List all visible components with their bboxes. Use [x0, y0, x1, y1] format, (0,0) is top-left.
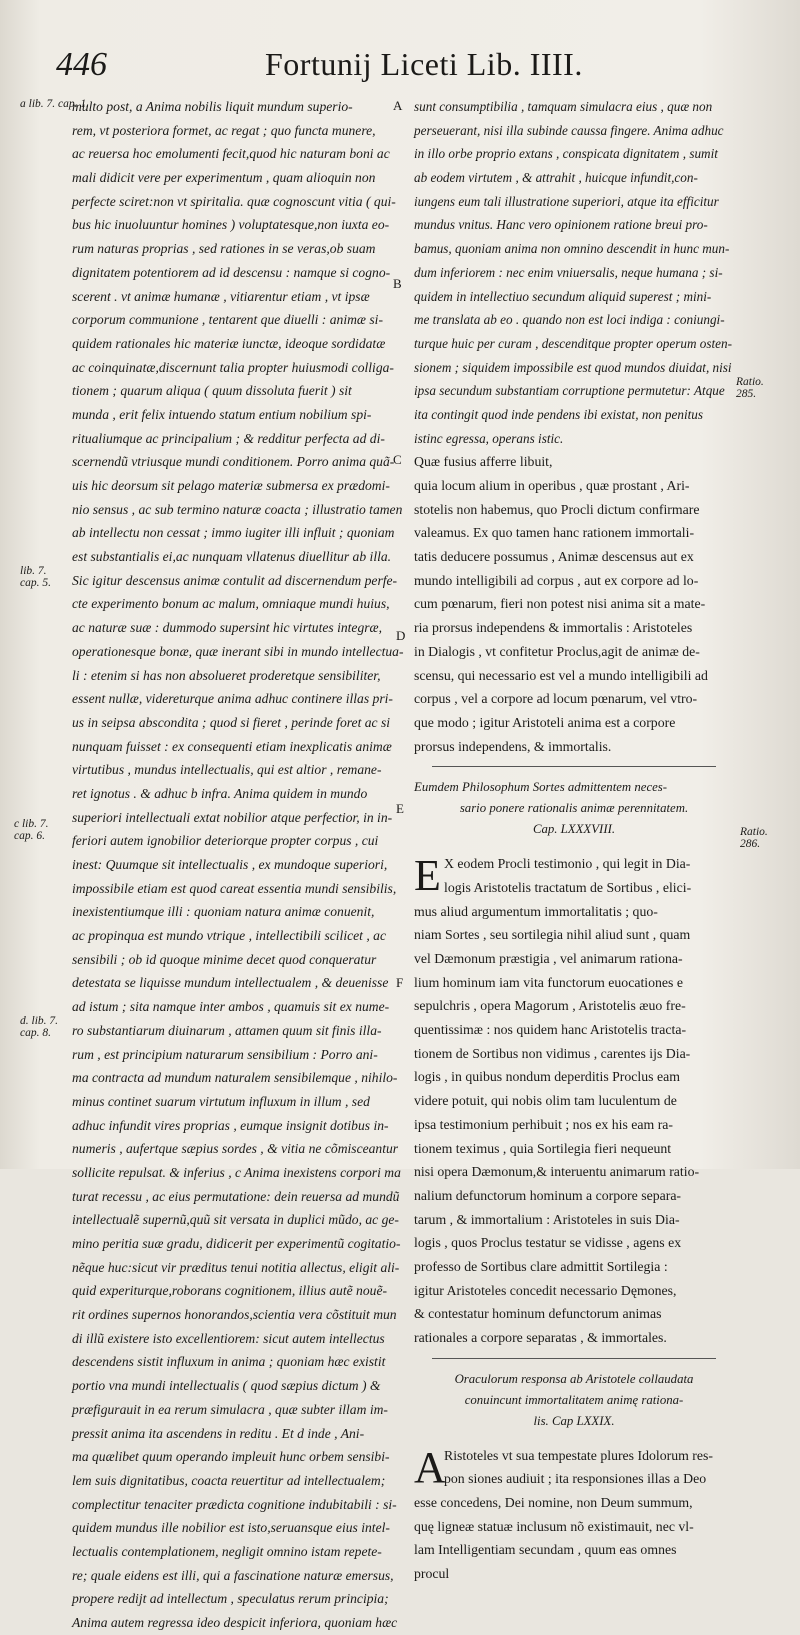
- text-line: corpus , vel a corpore ad locum pœnarum, vel vtro-: [414, 691, 698, 707]
- text-line: ab intellectu non cessat ; immo iugiter illi influit ; quoniam: [72, 525, 395, 541]
- text-line: sensibili ; ob id quoque minime decet quod conqueratur: [72, 951, 377, 967]
- text-line: est substantialis ei,ac nunquam vllatenus diuellitur ab illa.: [72, 549, 392, 565]
- text-line: ac reuersa hoc emolumenti fecit,quod hic naturam boni ac: [72, 146, 390, 162]
- text-line: descendens sistit influxum in anima ; quoniam hæc existit: [72, 1354, 386, 1370]
- section-letter-c: C: [393, 452, 402, 467]
- chapter-88-body: [414, 852, 734, 1349]
- text-line: us in seipsa abscondita ; quod si fieret , perinde foret ac si: [72, 714, 391, 730]
- text-line: ret ignotus . & adhuc b infra. Anima quidem in mundo: [72, 785, 368, 801]
- section-rule: [432, 766, 716, 767]
- text-line: Ristoteles vt sua tempestate plures Idolorum res-: [444, 1447, 713, 1463]
- text-line: mus aliud argumentum immortalitatis ; quo-: [414, 903, 658, 919]
- text-line: Sic igitur descensus animæ contulit ad discernendum perfe-: [72, 572, 398, 588]
- margin-note-d: d. lib. 7. cap. 8.: [20, 1015, 59, 1039]
- text-line: li : etenim si has non absolueret proderetque sensibiliter,: [72, 667, 381, 683]
- text-line: tarum , & immortalium : Aristoteles in suis Dia-: [414, 1211, 680, 1227]
- text-line: mundus vnitus. Hanc vero opinionem ratione breui pro-: [414, 217, 708, 233]
- text-line: turat recessu , ac eius permutatione: dein reuersa ad mundũ: [72, 1188, 400, 1204]
- text-line: nalium defunctorum hominum a corpore separa-: [414, 1187, 682, 1203]
- text-line: stotelis non habemus, quo Procli dictum confirmare: [414, 501, 700, 517]
- text-line: impossibile etiam est quod careat essentia mundi sensibilis,: [72, 880, 397, 896]
- text-line: uis hic deorsum sit pelago materiæ submersa ex prædomi-: [72, 478, 390, 493]
- text-line: ro substantiarum diuinarum , attamen quum sit finis illa-: [72, 1022, 382, 1038]
- text-line: quid experiturque,roborans cognitionem, illius autẽ nouẽ-: [72, 1283, 388, 1299]
- text-line: ipsa secundum substantiam corruptione permutetur: Atque: [414, 383, 725, 399]
- text-line: professo de Sortibus clare admittit Sortilegia :: [414, 1258, 668, 1274]
- text-line: superiori intellectuali extat nobilior atque perfectior, in in-: [72, 809, 393, 825]
- text-line: ritualiumque ac principalium ; & redditur perfecta ad di-: [72, 430, 385, 446]
- text-line: ria prorsus independens & immortalis : Aristoteles: [414, 620, 693, 636]
- page-header: [0, 46, 800, 96]
- text-line: scernendũ vtriusque mundi conditionem. Porro anima quã-: [72, 454, 395, 470]
- margin-note-b: lib. 7. cap. 5.: [20, 565, 51, 589]
- left-column: [72, 95, 404, 1635]
- text-line: in illo orbe proprio extans , conspicata dignitatem , sumit: [414, 146, 718, 162]
- section-letter-e: E: [396, 801, 404, 816]
- text-line: virtutibus , mundus intellectualis, qui est altior , remane-: [72, 762, 382, 778]
- text-line: ma quælibet quum operando impleuit hunc orbem sensibi-: [72, 1449, 390, 1465]
- margin-note-c: c lib. 7. cap. 6.: [14, 818, 49, 842]
- chapter-79-body: [414, 1444, 734, 1586]
- chapter-heading-line: conuincunt immortalitatem animę rationa-: [464, 1392, 684, 1407]
- text-line: sollicite repulsat. & inferius , c Anima inexistens corpori ma: [72, 1164, 401, 1180]
- text-line: & contestatur hominum defunctorum animas: [414, 1306, 662, 1322]
- text-line: vel Dæmonum præstigia , vel animarum rationa-: [414, 951, 683, 966]
- text-line: di illũ existere isto excellentiorem: sicut autem intellectus: [72, 1330, 385, 1346]
- text-line: igitur Aristoteles concedit necessario Dęmones,: [414, 1282, 677, 1298]
- text-line: ma contracta ad mundum naturalem sensibilemque , nihilo-: [72, 1070, 398, 1086]
- text-line: mino peritia suæ gradu, didicerit per experimentũ cogitatio-: [72, 1236, 401, 1251]
- chapter-number: lis. Cap LXXIX.: [533, 1413, 615, 1428]
- text-line: inexistentiumque illi : quoniam natura animæ conuenit,: [72, 904, 375, 920]
- text-line: videre potuit, qui nobis olim tam luculentum de: [414, 1093, 677, 1109]
- text-line: ipsa testimonium perhibuit ; nos ex his eam ra-: [414, 1116, 674, 1132]
- text-line: tionem ; quarum aliqua ( quum dissoluta fuerit ) sit: [72, 383, 352, 399]
- text-line: essent nullæ, videreturque anima adhuc continere illas pri-: [72, 691, 393, 707]
- running-title: Fortunij Liceti Lib. IIII.: [265, 46, 583, 82]
- text-line: Anima autem regressa ideo despicit inferiora, quoniam hæc: [72, 1615, 398, 1630]
- text-line: adhuc infundit vires proprias , eumque insignit dotibus in-: [72, 1117, 389, 1133]
- text-line: intellectualẽ supernũ,quũ sit versata in duplici mũdo, ac ge-: [72, 1212, 399, 1228]
- text-line: me translata ab eo . quando non est loci indiga : coniungi-: [414, 312, 725, 328]
- text-line: rum naturas proprias , sed rationes in se veras,ob suam: [72, 241, 376, 257]
- text-line: rem, vt posteriora formet, ac regat ; quo functa munere,: [72, 122, 376, 138]
- text-line: logis , in quibus nondum deperditis Proclus eam: [414, 1069, 680, 1085]
- text-line: pressit anima ita ascendens in reditu . Et d inde , Ani-: [72, 1425, 365, 1441]
- text-line: mali didicit vere per experimentum , quam alioquin non: [72, 170, 376, 186]
- margin-note-ratio-285: Ratio. 285.: [736, 376, 764, 400]
- text-line: turque huic per curam , descenditque propter operum osten-: [414, 335, 733, 351]
- text-line: cum pœnarum, fieri non potest nisi anima sit a mate-: [414, 596, 706, 612]
- text-line: prorsus independens, & immortalis.: [414, 738, 612, 754]
- text-line: sepulchris , opera Magorum , Aristotelis æuo fre-: [414, 998, 686, 1014]
- text-line: mundo intelligibili ad corpus , aut ex corpore ad lo-: [414, 572, 699, 588]
- text-line: nisi opera Dæmonum,& interuentu animarum ratio-: [414, 1164, 700, 1180]
- text-line: iungens eum tali illustratione superiori, atque ita efficitur: [414, 193, 719, 209]
- text-line: sionem ; siquidem impossibile est quod mundos diuidat, nisi: [414, 359, 732, 375]
- chapter-heading-line: sario ponere rationalis animæ perennitatem.: [459, 801, 689, 816]
- text-line: ad istum ; sita namque inter ambos , quamuis sit ex nume-: [72, 999, 390, 1015]
- text-line: quia locum alium in operibus , quæ prostant , Ari-: [414, 478, 690, 493]
- section-letter-b: B: [393, 276, 402, 291]
- text-line: operationesque bonæ, quæ inerant sibi in mundo intellectua-: [72, 643, 404, 659]
- text-line: perseuerant, nisi illa subinde caussa fingere. Anima adhuc: [414, 122, 724, 138]
- text-line: ac coinquinatæ,discernunt talia propter huiusmodi colliga-: [72, 359, 394, 375]
- text-line: cte experimento bonum ac malum, omniaque mundi huius,: [72, 596, 390, 612]
- text-line: que modo ; igitur Aristoteli anima est a corpore: [414, 714, 676, 730]
- drop-cap-letter: A: [414, 1442, 446, 1492]
- text-line: dum inferiorem : nec enim vniuersalis, neque humana ; si-: [414, 264, 723, 280]
- section-letter-f: F: [396, 975, 404, 990]
- text-line: dignitatem potentiorem ad id descensu : namque si cogno-: [72, 264, 391, 280]
- text-line: feriori autem ignobilior deteriorque propter corpus , cui: [72, 833, 379, 849]
- text-line: nẽque huc:sicut vir præditus tenui notitia allectus, eligit ali-: [72, 1259, 400, 1275]
- text-line: logis Aristotelis tractatum de Sortibus , elici-: [444, 879, 692, 895]
- text-line: detestata se liquisse mundum intellectualem , & deuenisse: [72, 975, 389, 991]
- text-line: quidem mundus ille nobilior est isto,seruansque eius intel-: [72, 1520, 390, 1536]
- text-line: nio sensus , ac sub termino naturæ coacta ; illustratio tamen: [72, 501, 403, 517]
- chapter-number: Cap. LXXXVIII.: [532, 822, 616, 837]
- section-letter-a: A: [393, 98, 403, 113]
- text-line: ac propinqua est mundo vtrique , intellectibili scilicet , ac: [72, 928, 386, 944]
- right-column: [414, 95, 734, 1586]
- text-line: lectualis contemplationem, negligit omnino istam repete-: [72, 1543, 382, 1559]
- text-line: munda , erit felix intuendo statum entium nobilium spi-: [72, 406, 372, 422]
- chapter-heading-line: Oraculorum responsa ab Aristotele collaudata: [454, 1371, 694, 1386]
- chapter-heading-88: [414, 777, 734, 840]
- text-line: scerent . vt animæ humanæ , vitiarentur etiam , vt ipsæ: [72, 288, 370, 304]
- section-letter-d: D: [396, 628, 406, 643]
- text-line: multo post, a Anima nobilis liquit mundum superio-: [72, 99, 353, 114]
- text-line: Quæ fusius afferre libuit,: [414, 454, 553, 470]
- text-line: X eodem Procli testimonio , qui legit in Dia-: [444, 856, 691, 872]
- text-line: inest: Quumque sit intellectualis , ex mundoque superiori,: [72, 857, 388, 872]
- text-line: scensu, qui necessario est vel a mundo intelligibili ad: [414, 667, 708, 683]
- margin-note-a: a lib. 7. cap. 1.: [20, 98, 89, 110]
- text-line: ab eodem virtutem , & attrahit , huicque infundit,con-: [414, 170, 698, 186]
- page-number: 446: [56, 46, 107, 83]
- text-line: re; quale eidens est illi, qui a fascinatione naturæ emersus,: [72, 1567, 394, 1583]
- text-line: pon siones audiuit ; ita responsiones illas a Deo: [444, 1471, 707, 1487]
- text-line: in Dialogis , vt confitetur Proclus,agit de animæ de-: [414, 643, 700, 659]
- text-line: bus hic inuoluuntur homines ) voluptatesque,non iuxta eo-: [72, 217, 390, 233]
- text-line: esse concedens, Dei nomine, non Deum summum,: [414, 1495, 693, 1511]
- text-line: corporum communione , tentarent que diuelli : animæ si-: [72, 312, 383, 328]
- text-line: complectitur tenaciter prædicta cognitione indubitabili : si-: [72, 1496, 397, 1512]
- text-line: tatis deducere possumus , Animæ descensus aut ex: [414, 549, 694, 565]
- chapter-heading-line: Eumdem Philosophum Sortes admittentem neces-: [414, 780, 668, 795]
- text-line: perfecte sciret:non vt spiritalia. quæ cognoscunt vitia ( qui-: [72, 193, 396, 209]
- text-line: tionem de Sortibus non vidimus , carentes ijs Dia-: [414, 1045, 691, 1061]
- text-line: niam Sortes , seu sortilegia nihil aliud sunt , quam: [414, 927, 691, 943]
- text-line: lam Intelligentiam secundam , quum eas omnes: [414, 1542, 677, 1558]
- text-line: rit ordines supernos honorandos,scientia vera cõstituit mun: [72, 1307, 397, 1323]
- text-line: quidem rationales hic materiæ iunctæ, ideoque sordidatæ: [72, 335, 386, 351]
- text-line: quidem in intellectiuo secundum aliquid superest ; mini-: [414, 288, 712, 304]
- drop-cap-letter: E: [414, 851, 441, 901]
- text-line: sunt consumptibilia , tamquam simulacra eius , quæ non: [414, 99, 713, 114]
- text-line: lium hominum iam vita functorum euocationes e: [414, 974, 683, 990]
- text-line: numeris , aufertque sæpius sordes , & vitia ne cõmisceantur: [72, 1141, 399, 1157]
- text-line: quę ligneæ statuæ inclusum nõ existimauit, nec vl-: [414, 1518, 694, 1534]
- section-rule: [432, 1358, 716, 1359]
- text-line: rationales a corpore separatas , & immortales.: [414, 1330, 667, 1345]
- text-line: ita contingit quod inde pendens ibi existat, non penitus: [414, 406, 703, 422]
- text-line: istinc egressa, operans istic.: [414, 430, 564, 446]
- text-line: rum , est principium naturarum sensibilium : Porro ani-: [72, 1046, 378, 1062]
- text-line: logis , quos Proclus testatur se vidisse , agens ex: [414, 1235, 682, 1251]
- text-line: quentissimæ : nos quidem hanc Aristotelis tracta-: [414, 1022, 687, 1038]
- text-line: procul: [414, 1566, 450, 1582]
- text-line: propere redijt ad intellectum , speculatus rerum principia;: [72, 1591, 389, 1607]
- text-line: valeamus. Ex quo tamen hanc rationem immortali-: [414, 525, 695, 541]
- text-line: lem suis dignitatibus, coacta reuertitur ad intellectualem;: [72, 1472, 386, 1488]
- text-line: minus continet suarum virtutum influxum in illum , sed: [72, 1093, 370, 1109]
- text-line: nunquam fuisset : ex consequenti etiam inexplicatis animæ: [72, 738, 392, 754]
- text-line: bamus, quoniam anima non omnino descendit in hunc mun-: [414, 241, 730, 257]
- text-line: portio vna mundi intellectualis ( quod sæpius dictum ) &: [72, 1378, 381, 1394]
- margin-note-ratio-286: Ratio. 286.: [740, 826, 768, 850]
- text-line: præfigurauit in ea rerum simulacra , quæ subter illam im-: [72, 1401, 388, 1417]
- text-line: ac naturæ suæ : dummodo supersint hic virtutes integræ,: [72, 620, 383, 636]
- chapter-heading-79: [414, 1369, 734, 1432]
- text-line: tionem teximus , quia Sortilegia fieri nequeunt: [414, 1140, 672, 1156]
